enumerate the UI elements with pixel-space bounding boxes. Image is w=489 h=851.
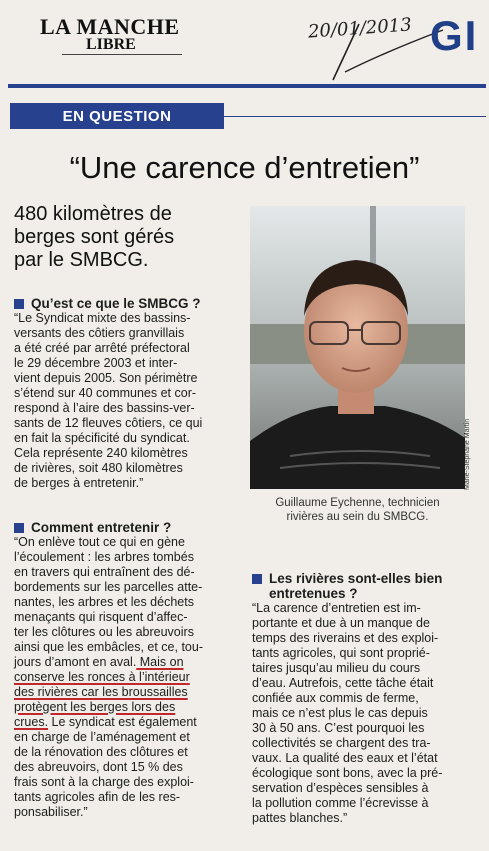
text-line: a été créé par arrêté préfectoral: [14, 341, 190, 355]
text-line: servation d’espèces sensibles à: [252, 781, 429, 795]
text-line: ter les clôtures ou les abreuvoirs: [14, 625, 194, 639]
underlined-text-line: des rivières car les broussailles: [14, 685, 188, 699]
text-line: mais ce n’est plus le cas depuis: [252, 706, 428, 720]
masthead-logo: [40, 14, 230, 62]
text-line: “On enlève tout ce qui en gène: [14, 535, 185, 549]
text-line: ainsi que les embâcles, et ce, tou-: [14, 640, 203, 654]
underlined-text: crues.: [14, 715, 49, 729]
masthead-rule: [62, 54, 182, 55]
text-line: le 29 décembre 2003 et inter-: [14, 356, 178, 370]
text-line: 30 à 50 ans. C’est pourquoi les: [252, 721, 425, 735]
adjacent-article-letters: GI: [430, 12, 479, 59]
portrait-photo: [250, 206, 465, 489]
text-line: crues. Le syndicat est également: [14, 715, 197, 729]
masthead-title: LA MANCHE: [40, 14, 180, 39]
lead-line: berges sont gérés: [14, 226, 175, 248]
text-line: versants des côtiers granvillais: [14, 326, 185, 340]
text-line: “Le Syndicat mixte des bassins-: [14, 311, 191, 325]
text-line: de berges à entretenir.”: [14, 476, 144, 490]
text-line: en charge de l’aménagement et: [14, 730, 190, 744]
question-heading-continued: entretenues ?: [269, 586, 358, 601]
question-heading: Comment entretenir ?: [14, 520, 244, 535]
section-rivieres-entretenues: [252, 571, 474, 826]
text-line: temps des riverains et des exploi-: [252, 631, 439, 645]
text-line: en travers qui entraînent des dé-: [14, 565, 195, 579]
photo-caption: [250, 496, 465, 524]
text-line: des abreuvoirs, dont 15 % des: [14, 760, 183, 774]
text-line: bordements sur les parcelles atte-: [14, 580, 203, 594]
lead-line: 480 kilomètres de: [14, 203, 172, 225]
question-heading: Les rivières sont-elles bien: [252, 571, 474, 586]
text-line: vient depuis 2005. Son périmètre: [14, 371, 198, 385]
text-line: “La carence d’entretien est im-: [252, 601, 421, 615]
square-bullet-icon: [14, 523, 24, 533]
underlined-text-line: conserve les ronces à l’intérieur: [14, 670, 190, 684]
caption-line: rivières au sein du SMBCG.: [286, 511, 429, 523]
caption-line: Guillaume Eychenne, technicien: [275, 497, 440, 509]
text-line: écologique sont bons, avec la pré-: [252, 766, 443, 780]
question-heading: Qu’est ce que le SMBCG ?: [14, 296, 244, 311]
text-line: tants agricoles, qui sont proprié-: [252, 646, 430, 660]
text-line: s’étend sur 40 communes et cor-: [14, 386, 197, 400]
square-bullet-icon: [252, 574, 262, 584]
text-line: la pollution comme l’écrevisse à: [252, 796, 429, 810]
section-label: EN QUESTION: [10, 103, 224, 129]
square-bullet-icon: [14, 299, 24, 309]
section-comment-entretenir: [14, 520, 244, 820]
article-headline: “Une carence d’entretien”: [69, 150, 420, 185]
text-line: tants agricoles afin de les res-: [14, 790, 181, 804]
text-line: collectivités se chargent des tra-: [252, 736, 431, 750]
text-line: respond à l’aire des bassins-ver-: [14, 401, 195, 415]
masthead-subtitle: LIBRE: [86, 36, 136, 53]
handwritten-mark-icon: [325, 22, 445, 82]
text-line: sants de 12 fleuves côtiers, ce qui: [14, 416, 203, 430]
top-rule: [8, 84, 486, 88]
text-line: jours d’amont en aval. Mais on: [14, 655, 184, 669]
text-line: nantes, les arbres et les déchets: [14, 595, 194, 609]
text-line: l’écoulement : les arbres tombés: [14, 550, 194, 564]
text-line: vaux. La qualité des eaux et l’état: [252, 751, 438, 765]
lead-line: par le SMBCG.: [14, 249, 149, 271]
underlined-text-line: protègent les berges lors des: [14, 700, 176, 714]
portrait-illustration: [250, 206, 465, 489]
handwritten-date: 20/01/2013: [307, 14, 413, 43]
text-line: menaçants qui risquent d’affec-: [14, 610, 188, 624]
photo-credit: Marie-Stéphane Martin: [464, 418, 471, 490]
text-line: frais sont à la charge des exploi-: [14, 775, 194, 789]
text-line: d’eau. Autrefois, cette tâche était: [252, 676, 434, 690]
text-line: ponsabiliser.”: [14, 805, 88, 819]
text-line: pattes blanches.”: [252, 811, 348, 825]
section-label-rule: [224, 116, 486, 117]
text-line: de la rénovation des clôtures et: [14, 745, 188, 759]
article-lead: [14, 203, 238, 272]
text-line: en fait la spécificité du syndicat.: [14, 431, 190, 445]
text-line: confiée aux commis de ferme,: [252, 691, 419, 705]
section-smbcg: [14, 296, 244, 491]
text-line: taires jusqu’au milieu du cours: [252, 661, 421, 675]
text-line: portante et due à un manque de: [252, 616, 430, 630]
underlined-text: Mais on: [136, 655, 184, 669]
text-line: de rivières, soit 480 kilomètres: [14, 461, 183, 475]
text-line: Cela représente 240 kilomètres: [14, 446, 188, 460]
